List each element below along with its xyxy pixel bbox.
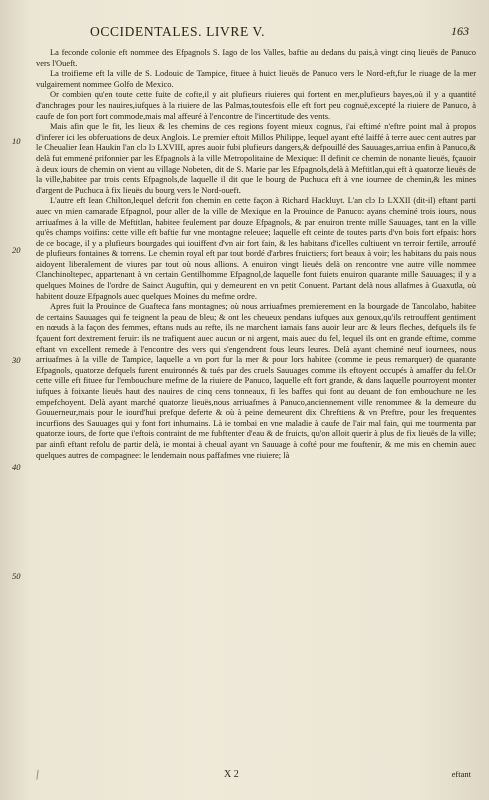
paragraph: Or combien qu'en toute cette fuite de cofte,il y ait plufieurs riuieres qui fortent en mer,plufieurs bayes,où il y a quantité d'anchrages pour les nauires,iufques à la riuiere de las Palmas,toutesfois elle eft fort peu cognuë,excepté la riuiere de Panuco, à caufe de fon port fort commode,mais mal affeuré à l'encontre de l'incertitude des vents. bbox=[36, 89, 476, 121]
catchword: eftant bbox=[451, 769, 471, 779]
ink-mark bbox=[36, 770, 41, 780]
margin-line-number: 20 bbox=[12, 245, 21, 255]
paragraph: Mais afin que le fit, les lieux & les chemins de ces regions foyent mieux cognus, i'ai eftimé n'eftre point mal à propos d'inferer ici les obferuations de deux Anglois. Le premier eftoit Millos Philippe, lequel ayant efté laiffé à terre auec cent autres par le Cheualier Iean Haukin l'an clɔ Iɔ LXVIII, apres auoir fubi plufieurs dangers,& defpouillé des Sauuages,arriua enfin à Panuco,& delà fut emmené prifonnier par les Efpagnols à la ville Metropolitaine de Mexique: Il definit ce chemin de nonante lieuës, fçauoir à deux iours de chemin on vient au village Nobeten, dit de S. Marie par les Efpagnols,delà à Meftitlan,qui eft à quatorze lieuës de la ville,habitee par trois cents Efpagnols,de laquelle il dit que le bourg de Puchuca eft à vne iournee de chemin,& les mines d'argent de Puchuca à fix lieuës du bourg vers le Nord-oueft. bbox=[36, 121, 476, 195]
margin-line-number: 40 bbox=[12, 462, 21, 472]
margin-line-number: 50 bbox=[12, 571, 21, 581]
paragraph: L'autre eft Iean Chilton,lequel defcrit fon chemin en cette façon à Richard Hackluyt. L'an clɔ Iɔ LXXII (dit-il) eftant parti auec vn mien camarade Efpagnol, pour aller de la ville de Mexique en la Prouince de Panuco: ayans cheminé trois iours, nous arriuafmes à la ville de Meftitlan, habitee feulement par douze Efpagnols, & par enuiron trente mille Sauuages, tant en la ville qu'ès champs voifins: cette ville eft baftie fur vne montagne releuee; laquelle eft ceinte de toutes parts d'vn bois fort efpais: hors de ce bocage, il y a plufieurs bourgades qui iouiffent d'vn air fort fain, & les habitans d'icelles cultiuent vn terroir fertile, arroufé de plufieurs fontaines & torrens. Le chemin royal eft par tout bordé d'arbres fruictiers; fort beaux à voir; les habitans du pais nous aidoyent liberalement de viures par tout où nous allions. A enuiron vingt lieuës delà on rencontre vne autre ville nommee Clanchinoltepec, appartenant à vn certain Gentilhomme Efpagnol,de laquelle font fuiets enuiron quarante mille Sauuages; il y a quelques Moines de l'ordre de Sainct Auguftin, qui y demeurent en vn petit Conuent. Partant delà nous allafmes à Guaxutla, où habitent douze Efpagnols auec quelques Moines du mefme ordre. bbox=[36, 195, 476, 301]
paragraph: La troifieme eft la ville de S. Lodouic de Tampice, fituee à huict lieuës de Panuco vers le Nord-eft,fur le riuage de la mer vulgairement nommee Golfo de Mexico. bbox=[36, 68, 476, 89]
margin-line-number: 10 bbox=[12, 136, 21, 146]
margin-line-number: 30 bbox=[12, 355, 21, 365]
signature-mark: X 2 bbox=[224, 769, 239, 780]
paragraph: La feconde colonie eft nommee des Efpagnols S. Iago de los Valles, baftie au dedans du pais,à vingt cinq lieuës de Panuco vers l'Oueft. bbox=[36, 47, 476, 68]
page-header bbox=[62, 22, 471, 42]
page-number: 163 bbox=[451, 24, 469, 38]
paragraph: Apres fuit la Prouince de Guafteca fans montagnes; où nous arriuafmes premierement en la bourgade de Tancolabo, habitee de certains Sauuages qui fe teignent la peau de bleu; & ont les cheueux pendans iufques aux genoux,qu'ils retrouffent gentiment en nœuds à la façon des femmes, eftans nuds au refte, ils ne marchent iamais fans auoir leur arc & leurs fleches, defquels ils fe fçauent fort dextrement feruir: ils ne trafiquent auec aucun or ni argent, mais auec du fel, lequel ils ont en grande eftime, comme eftant vn excellent remede à l'encontre des vers qui s'engendrent fous leurs leures. Delà ayant cheminé neuf iournees, nous arriuafmes à la ville de Tampice, laquelle a vn port fur la mer & pour lors habitee (comme ie peus remarquer) de quarante Efpagnols, quatorze defquels furent enuironnés & tués par des cruels Sauuages comme ils eftoyent occupés à amaffer du fel.Or cette ville eft fituee fur l'embouchure mefme de la riuiere de Panuco, laquelle eft fort grande, & dans laquelle pourroyent monter iufques à foixante lieuës haut des nauires de cinq cens tonneaux, fi les baffes qui font au deuant de fon embouchure ne les empefchoyent. Delà ayant marché quatorze lieuës,nous arriuafmes à Panuco,anciennement ville renommee & la demeure du Gouuerneur,mais pour le iourd'hui prefque deferte & où à peine demeurent dix Chreftiens & vn Preftre, pour les frequentes incurfions des Sauuages qui y font fort inhumains. Là ie tombai en vne maladie à caufe de l'air mal fain, qui me tourmenta par quatorze iours, de forte que i'eftois contraint de me fubftenter d'eau & de fruicts, qu'on alloit querir à plus de fix lieuës de la ville; par ainfi eftant refolu de partir delà, ie montai à cheual ayant vn Sauuage à cofté pour me fouftenir, & me mis en chemin auec quelques autres de compagnee: le lendemain nous paffafmes vne riuiere; là bbox=[36, 301, 476, 460]
main-text bbox=[36, 47, 476, 460]
running-title: OCCIDENTALES. LIVRE V. bbox=[90, 24, 266, 39]
